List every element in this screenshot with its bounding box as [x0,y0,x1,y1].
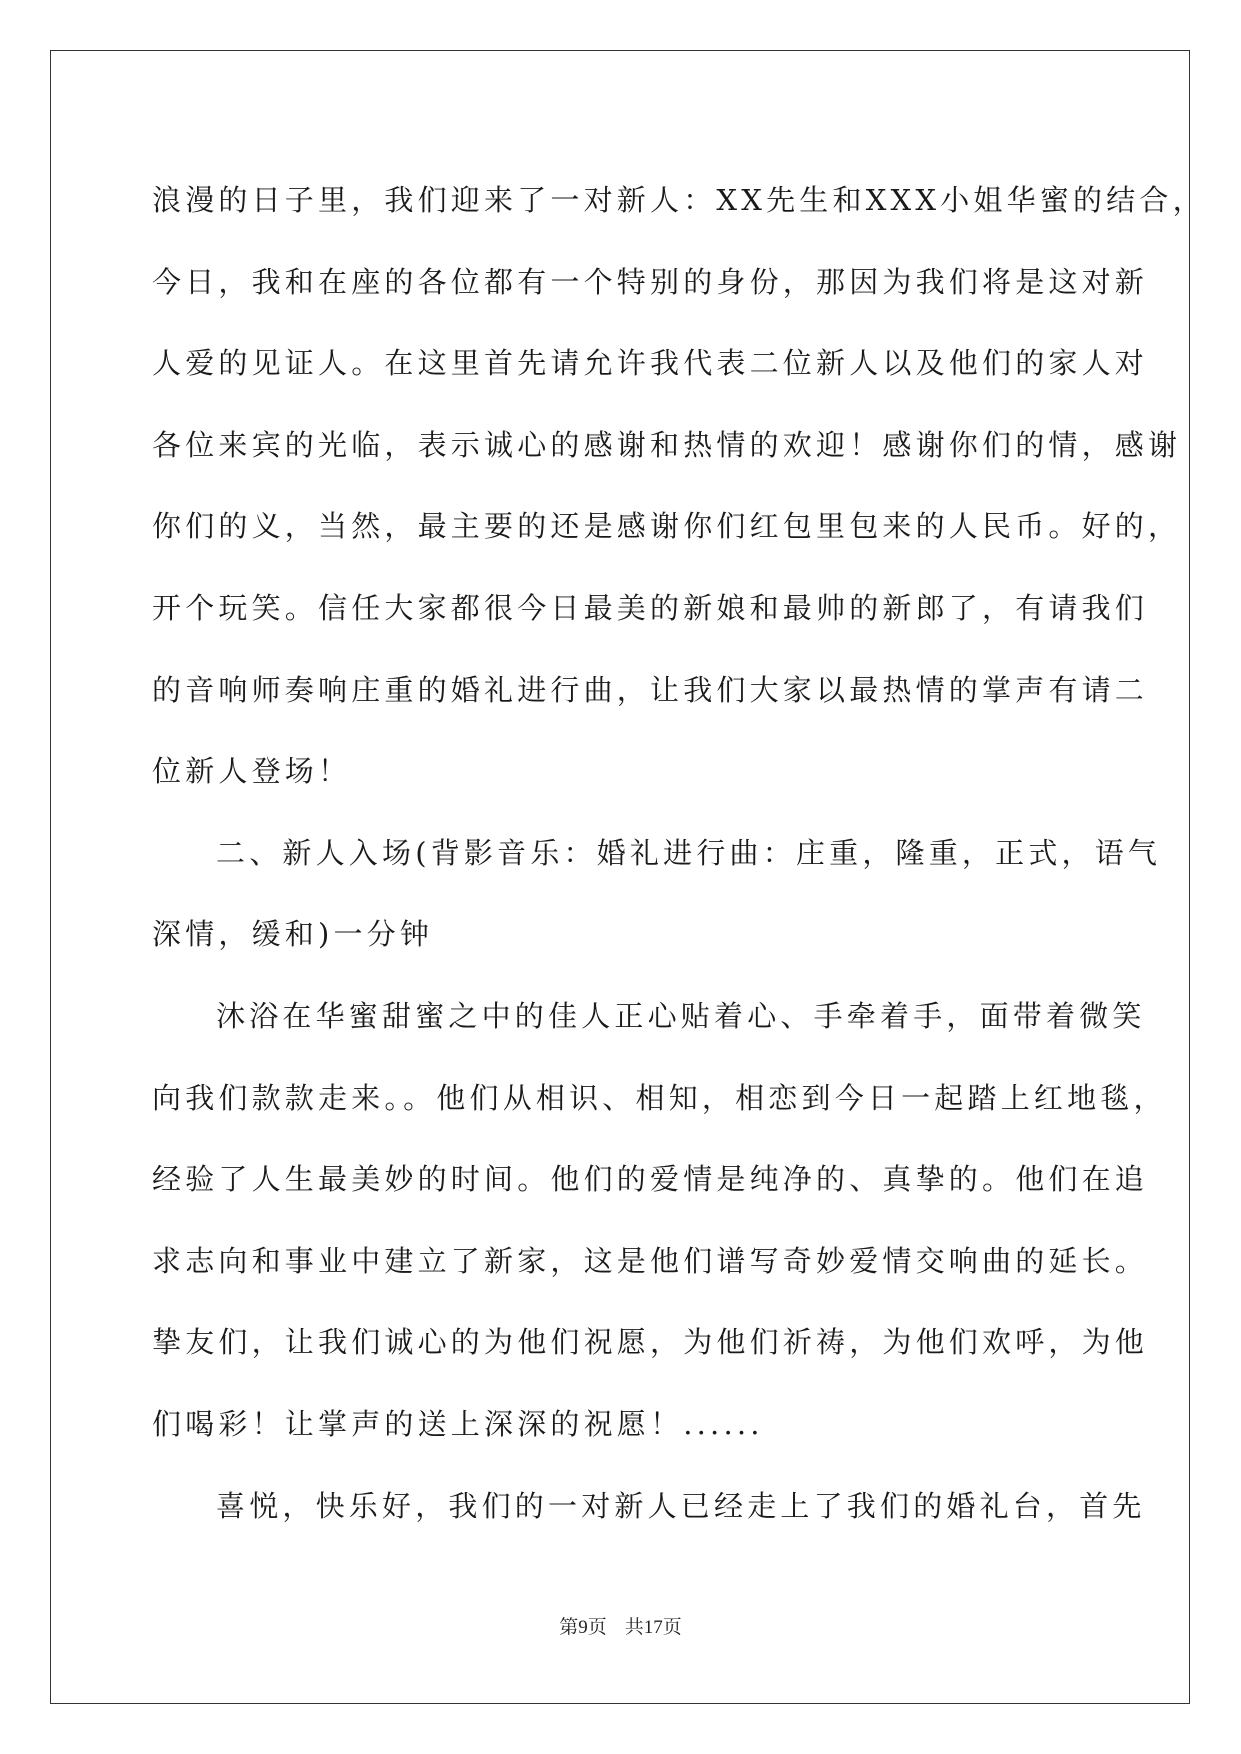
page-number: 9 [578,1617,588,1638]
total-suffix: 页 [662,1616,682,1638]
text-line: 浪漫的日子里，我们迎来了一对新人：XX先生和XXX小姐华蜜的结合， [152,183,1206,217]
page-prefix: 第 [559,1616,579,1638]
text-line: 们喝彩！让掌声的送上深深的祝愿！...... [152,1406,764,1441]
text-line: 人爱的见证人。在这里首先请允许我代表二位新人以及他们的家人对 [152,346,1149,381]
text-line: 今日，我和在座的各位都有一个特别的身份，那因为我们将是这对新 [152,264,1149,299]
paragraph-start-line: 喜悦，快乐好，我们的一对新人已经走上了我们的婚礼台，首先 [216,1488,1146,1523]
text-line: 经验了人生最美妙的时间。他们的爱情是纯净的、真挚的。他们在追 [152,1162,1149,1197]
text-line: 的音响师奏响庄重的婚礼进行曲，让我们大家以最热情的掌声有请二 [152,672,1149,707]
document-body [152,160,1206,1547]
text-line: 位新人登场！ [152,754,352,789]
text-line: 你们的义，当然，最主要的还是感谢你们红包里包来的人民币。好的， [152,509,1182,544]
section-heading-line: 二、新人入场(背影音乐：婚礼进行曲：庄重，隆重，正式，语气 [216,835,1162,870]
page-suffix: 页 [587,1616,607,1638]
text-line: 开个玩笑。信任大家都很今日最美的新娘和最帅的新郎了，有请我们 [152,590,1149,625]
text-line: 求志向和事业中建立了新家，这是他们谱写奇妙爱情交响曲的延长。 [152,1243,1149,1278]
text-line: 各位来宾的光临，表示诚心的感谢和热情的欢迎！感谢你们的情，感谢 [152,427,1182,462]
text-line: 向我们款款走来。。他们从相识、相知，相恋到今日一起踏上红地毯， [152,1080,1167,1115]
text-line: 深情，缓和)一分钟 [152,917,434,952]
page-footer [0,1612,1241,1639]
total-pages: 17 [643,1617,663,1638]
total-prefix: 共 [624,1616,644,1638]
text-line: 挚友们，让我们诚心的为他们祝愿，为他们祈祷，为他们欢呼，为他 [152,1325,1149,1360]
paragraph-start-line: 沐浴在华蜜甜蜜之中的佳人正心贴着心、手牵着手，面带着微笑 [216,998,1146,1033]
